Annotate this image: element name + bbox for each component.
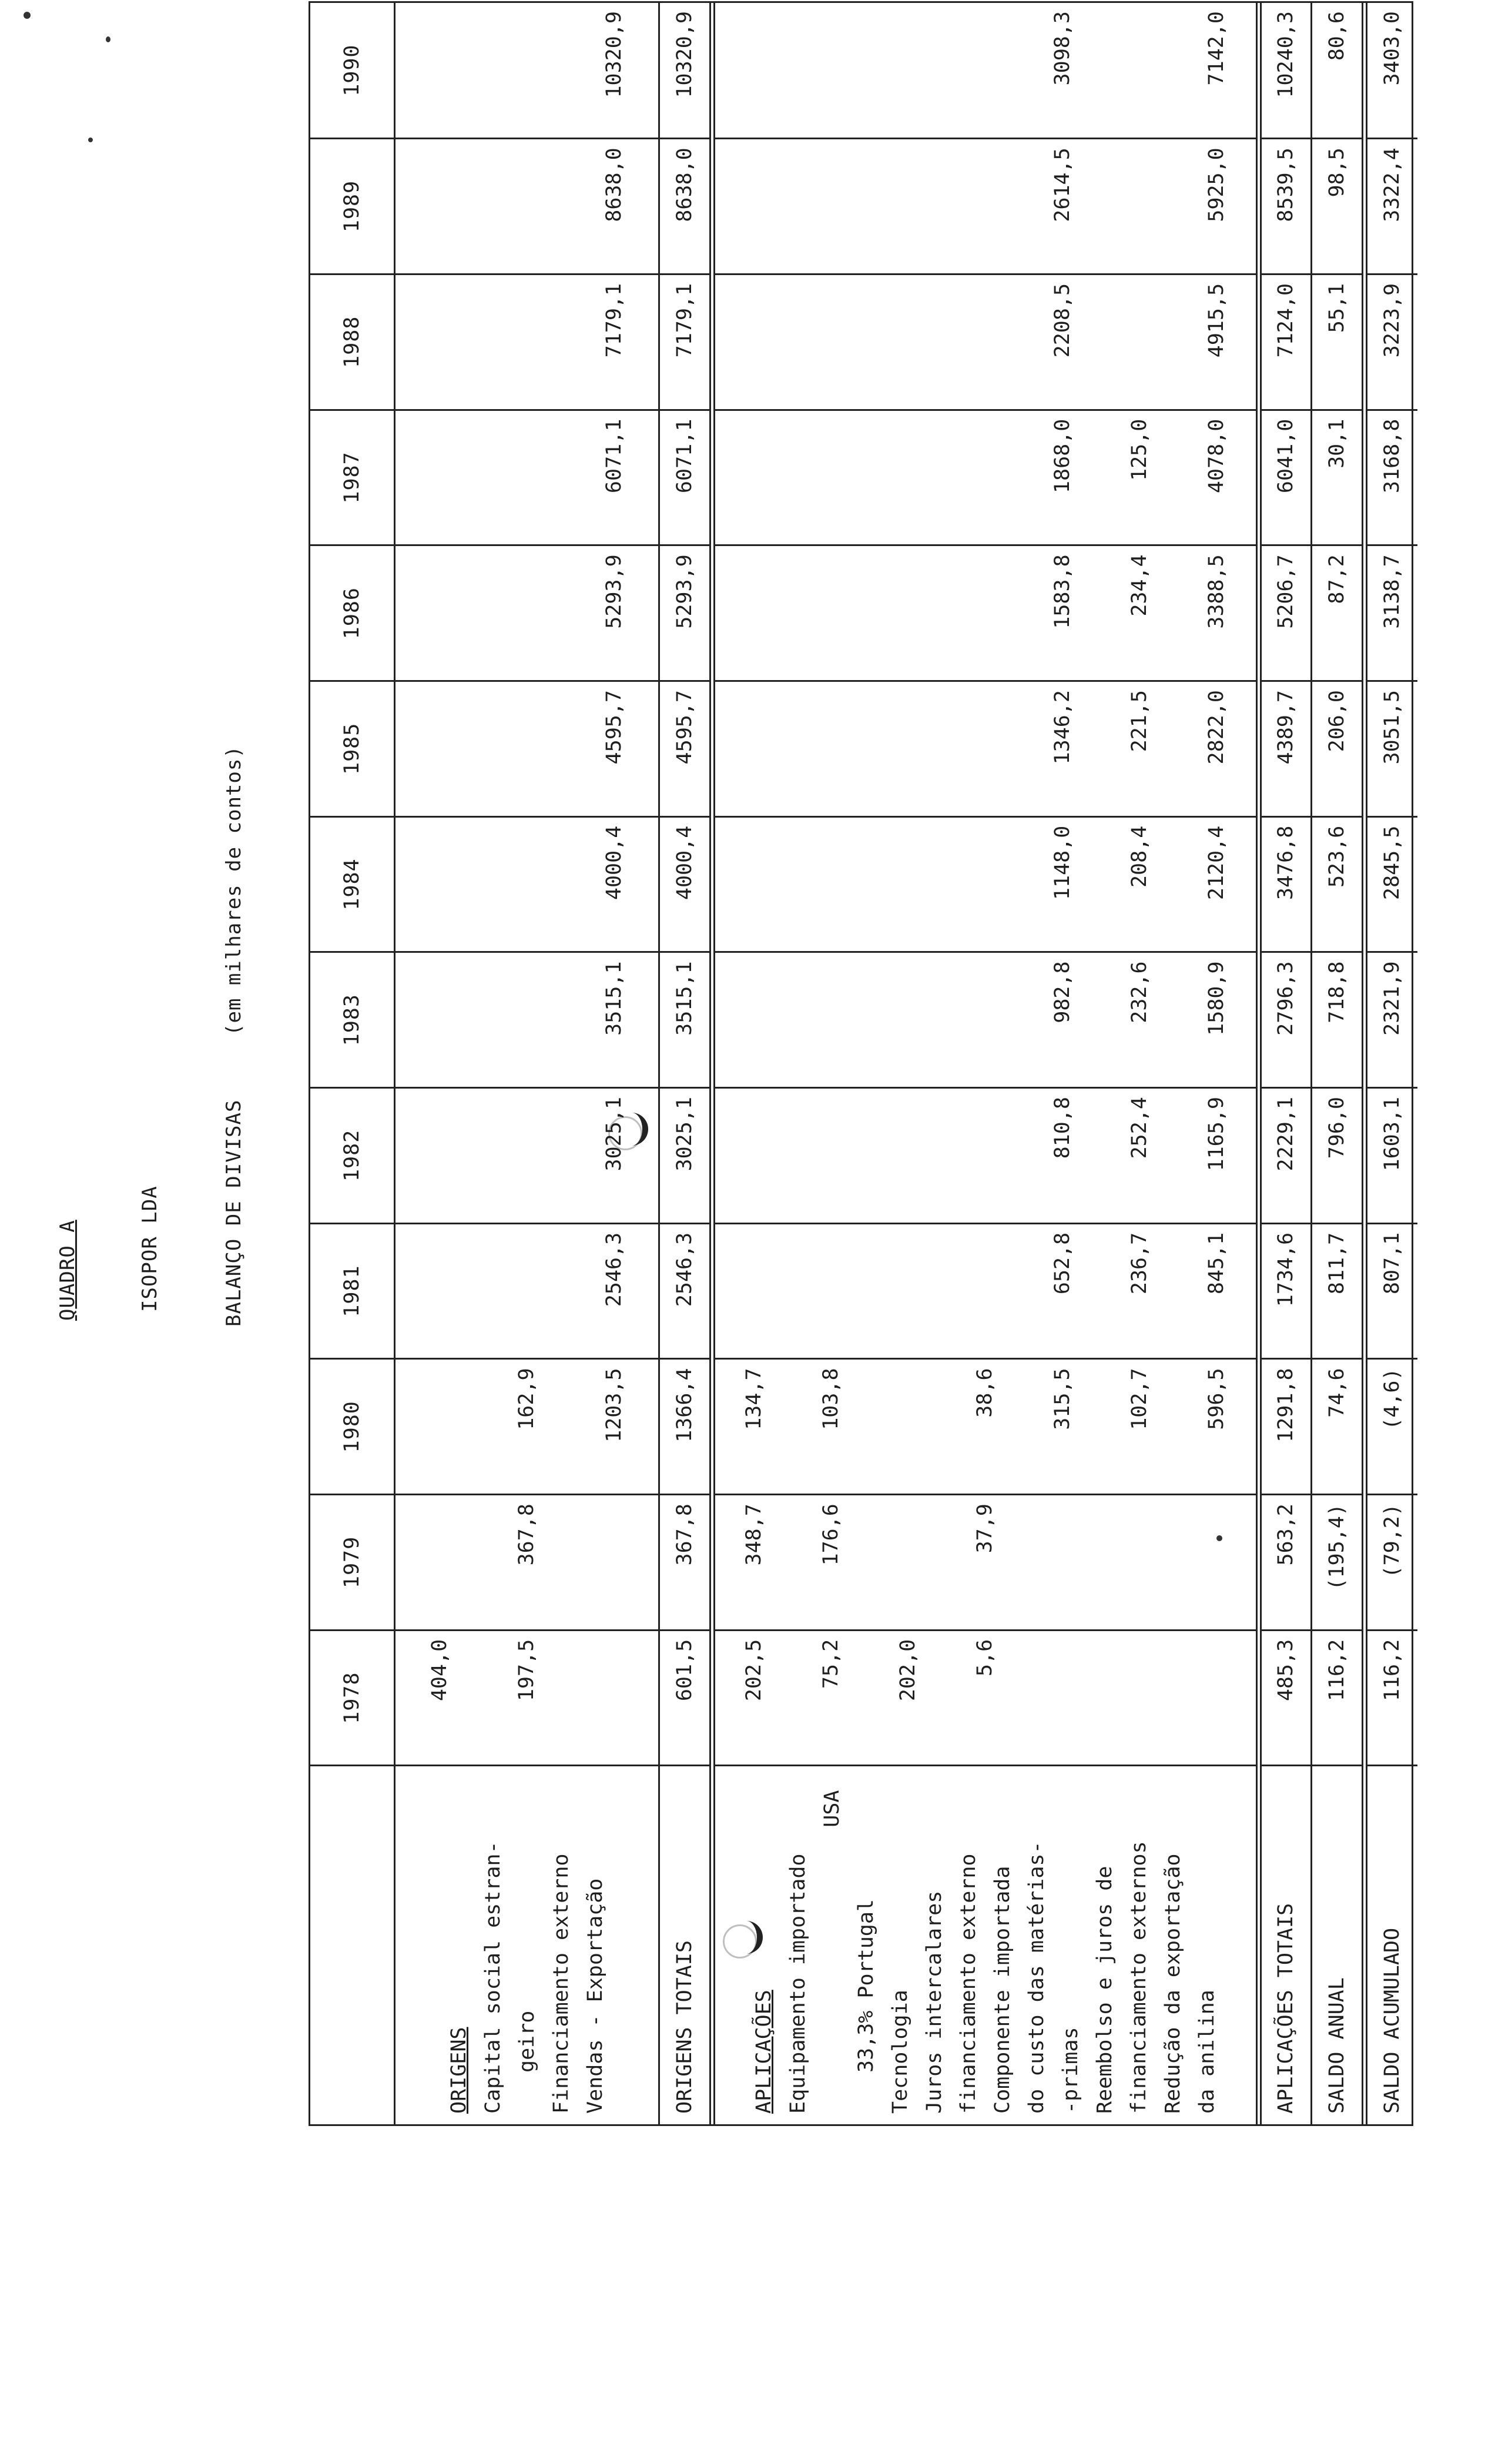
table-cell-value xyxy=(1101,1504,1178,1629)
table-cell-value xyxy=(488,1233,565,1358)
aplicacoes-section xyxy=(712,3,1259,2124)
table-cell-value: 3515,1 xyxy=(659,952,712,1088)
row-label: geiro xyxy=(515,2010,539,2073)
row-label: SALDO ACUMULADO xyxy=(1365,1766,1417,2124)
scan-speck xyxy=(106,36,110,42)
table-cell-value: 38,6 xyxy=(973,1368,997,1418)
table-cell-value: 1583,8 xyxy=(1050,554,1074,629)
table-cell-value: 5293,9 xyxy=(659,545,712,681)
row-label: 33,3% Portugal xyxy=(854,1899,878,2073)
table-cell-value xyxy=(793,1097,869,1222)
table-cell-value: 718,8 xyxy=(1312,952,1365,1088)
table-cell-value: (195,4) xyxy=(1312,1495,1365,1631)
table-cell-value xyxy=(1101,1639,1178,1765)
table-cell-value xyxy=(716,148,792,273)
table-cell-value: 7179,1 xyxy=(602,283,626,358)
table-cell-value xyxy=(576,1639,652,1765)
origens-section xyxy=(395,3,659,2124)
table-cell-value xyxy=(1101,148,1178,273)
table-cell-value xyxy=(716,11,792,137)
table-cell-value: 80,6 xyxy=(1312,3,1365,139)
row-label: USA xyxy=(820,1790,844,1827)
table-cell-value xyxy=(488,690,565,815)
table-cell-value xyxy=(870,148,946,273)
table-cell-value xyxy=(716,554,792,679)
table-cell-value: 2845,5 xyxy=(1365,816,1417,952)
table-cell-value xyxy=(1178,1504,1255,1629)
table-cell-value: 221,5 xyxy=(1127,690,1151,752)
year-header: 1981 xyxy=(310,1223,395,1359)
table-cell-value xyxy=(870,419,946,544)
balance-table xyxy=(309,1,1413,2126)
table-cell-value: 3098,3 xyxy=(1050,11,1074,86)
table-cell-value: 563,2 xyxy=(1259,1495,1312,1631)
table-cell-value: 1868,0 xyxy=(1050,419,1074,494)
table-cell-value: 202,0 xyxy=(896,1639,920,1702)
table-cell-value: 5,6 xyxy=(973,1639,997,1677)
table-cell-value: 5925,0 xyxy=(1204,148,1228,222)
table-cell-value xyxy=(401,1368,478,1493)
table-cell-value xyxy=(401,283,478,409)
table-cell-value: 3403,0 xyxy=(1365,3,1417,139)
table-cell-value xyxy=(488,961,565,1086)
table-cell-value: 3476,8 xyxy=(1259,816,1312,952)
table-cell-value: 10320,9 xyxy=(659,3,712,139)
table-cell-value: 4078,0 xyxy=(1204,419,1228,494)
table-cell-value xyxy=(401,11,478,137)
year-header: 1984 xyxy=(310,816,395,952)
table-cell-value: 102,7 xyxy=(1127,1368,1151,1430)
table-cell-value: 1148,0 xyxy=(1050,825,1074,900)
year-header: 1982 xyxy=(310,1088,395,1224)
year-header: 1979 xyxy=(310,1495,395,1631)
table-cell-value: 4595,7 xyxy=(602,690,626,765)
table-cell-value xyxy=(401,690,478,815)
table-cell-value: 367,8 xyxy=(659,1495,712,1631)
table-cell-value: 4000,4 xyxy=(659,816,712,952)
table-cell-value: 596,5 xyxy=(1204,1368,1228,1430)
year-header: 1989 xyxy=(310,139,395,274)
table-cell-value xyxy=(947,826,1023,951)
table-cell-value: 6071,1 xyxy=(659,410,712,545)
table-cell-value: 6041,0 xyxy=(1259,410,1312,545)
table-cell-value xyxy=(947,283,1023,409)
row-label: financiamento externos xyxy=(1127,1841,1151,2114)
table-cell-value xyxy=(947,961,1023,1086)
table-cell-value xyxy=(1101,283,1178,409)
saldo_acumulado-row xyxy=(1365,3,1417,2124)
table-cell-value: 116,2 xyxy=(1312,1630,1365,1766)
section-heading: APLICAÇÕES xyxy=(752,1990,776,2114)
table-cell-value: 810,8 xyxy=(1050,1097,1074,1159)
table-cell-value xyxy=(488,419,565,544)
table-cell-value xyxy=(1101,11,1178,137)
table-cell-value: 3322,4 xyxy=(1365,139,1417,274)
table-cell-value: 4389,7 xyxy=(1259,681,1312,817)
table-cell-value: 7124,0 xyxy=(1259,274,1312,410)
aplicacoes_totais-row xyxy=(1259,3,1312,2124)
table-cell-value xyxy=(870,11,946,137)
table-cell-value: 811,7 xyxy=(1312,1223,1365,1359)
table-cell-value xyxy=(947,148,1023,273)
table-cell-value: 982,8 xyxy=(1050,961,1074,1023)
table-cell-value: 315,5 xyxy=(1050,1368,1074,1430)
year-header: 1986 xyxy=(310,545,395,681)
row-label: ORIGENS TOTAIS xyxy=(659,1766,712,2124)
table-cell-value xyxy=(793,283,869,409)
table-cell-value: 6071,1 xyxy=(602,419,626,494)
year-header: 1990 xyxy=(310,3,395,139)
table-cell-value xyxy=(716,1097,792,1222)
table-cell-value: 845,1 xyxy=(1204,1232,1228,1295)
table-cell-value xyxy=(1024,1504,1101,1629)
table-cell-value: 30,1 xyxy=(1312,410,1365,545)
table-cell-value: 1734,6 xyxy=(1259,1223,1312,1359)
table-cell-value xyxy=(947,1233,1023,1358)
table-cell-value: 652,8 xyxy=(1050,1232,1074,1295)
table-cell-value xyxy=(793,1233,869,1358)
table-cell-value xyxy=(576,1504,652,1629)
row-label: Reembolso e juros de xyxy=(1092,1866,1117,2114)
table-cell-value xyxy=(870,690,946,815)
table-cell-value xyxy=(716,826,792,951)
table-cell-value: 2796,3 xyxy=(1259,952,1312,1088)
table-cell-value: 2321,9 xyxy=(1365,952,1417,1088)
table-cell-value: 75,2 xyxy=(819,1639,843,1689)
unit-note: (em milhares de contos) xyxy=(222,745,246,1036)
table-cell-value: 3515,1 xyxy=(602,961,626,1036)
table-cell-value: 5293,9 xyxy=(602,554,626,629)
row-label: Vendas - Exportação xyxy=(583,1878,607,2114)
table-cell-value xyxy=(401,826,478,951)
table-cell-value: 523,6 xyxy=(1312,816,1365,952)
saldo_anual-row xyxy=(1312,3,1365,2124)
table-cell-value xyxy=(793,690,869,815)
row-label: Redução da exportação xyxy=(1161,1853,1185,2114)
table-cell-value: 1291,8 xyxy=(1259,1359,1312,1495)
table-cell-value: 485,3 xyxy=(1259,1630,1312,1766)
table-cell-value xyxy=(488,826,565,951)
table-cell-value: 162,9 xyxy=(515,1368,539,1430)
year-header: 1978 xyxy=(310,1630,395,1766)
table-cell-value: 87,2 xyxy=(1312,545,1365,681)
table-cell-value: 232,6 xyxy=(1127,961,1151,1023)
table-cell-value: 601,5 xyxy=(659,1630,712,1766)
table-cell-value: 3138,7 xyxy=(1365,545,1417,681)
row-label: da anilina xyxy=(1195,1990,1219,2114)
table-cell-value xyxy=(1178,1639,1255,1765)
table-cell-value xyxy=(947,1097,1023,1222)
table-cell-value xyxy=(870,1233,946,1358)
year-header: 1983 xyxy=(310,952,395,1088)
document-title: QUADRO A xyxy=(56,1220,79,1321)
table-cell-value: 206,0 xyxy=(1312,681,1365,817)
table-cell-value: 3223,9 xyxy=(1365,274,1417,410)
table-cell-value xyxy=(870,1504,946,1629)
table-cell-value xyxy=(401,554,478,679)
table-cell-value xyxy=(870,554,946,679)
row-label: do custo das matérias- xyxy=(1024,1841,1048,2114)
table-cell-value: 4595,7 xyxy=(659,681,712,817)
table-cell-value xyxy=(793,554,869,679)
table-cell-value: 807,1 xyxy=(1365,1223,1417,1359)
table-cell-value xyxy=(793,11,869,137)
table-cell-value xyxy=(488,554,565,679)
table-cell-value xyxy=(793,419,869,544)
table-cell-value: 2546,3 xyxy=(602,1232,626,1307)
row-label: Juros intercalares xyxy=(922,1890,946,2114)
table-cell-value: 1203,5 xyxy=(602,1368,626,1442)
table-cell-value: 103,8 xyxy=(819,1368,843,1430)
table-cell-value: 1366,4 xyxy=(659,1359,712,1495)
row-label: Tecnologia xyxy=(888,1990,912,2114)
table-cell-value xyxy=(793,961,869,1086)
table-cell-value: 74,6 xyxy=(1312,1359,1365,1495)
row-label: financiamento externo xyxy=(956,1853,980,2114)
table-cell-value: 5206,7 xyxy=(1259,545,1312,681)
table-cell-value: 236,7 xyxy=(1127,1232,1151,1295)
company-name: ISOPOR LDA xyxy=(138,1186,162,1312)
year-header: 1985 xyxy=(310,681,395,817)
table-cell-value xyxy=(716,419,792,544)
table-cell-value: 208,4 xyxy=(1127,825,1151,888)
origens_totais-row xyxy=(659,3,712,2124)
table-cell-value: 10240,3 xyxy=(1259,3,1312,139)
row-label: SALDO ANUAL xyxy=(1312,1766,1365,2124)
table-cell-value: 202,5 xyxy=(742,1639,766,1702)
table-cell-value xyxy=(870,1368,946,1493)
year-header: 1987 xyxy=(310,410,395,545)
table-cell-value xyxy=(488,11,565,137)
table-cell-value xyxy=(488,148,565,273)
table-cell-value: 176,6 xyxy=(819,1504,843,1566)
year-header: 1980 xyxy=(310,1359,395,1495)
table-cell-value xyxy=(870,961,946,1086)
table-cell-value: 4000,4 xyxy=(602,825,626,900)
table-cell-value xyxy=(401,148,478,273)
table-cell-value: 55,1 xyxy=(1312,274,1365,410)
table-cell-value: 2229,1 xyxy=(1259,1088,1312,1224)
table-cell-value: 37,9 xyxy=(973,1504,997,1554)
table-cell-value: 367,8 xyxy=(515,1504,539,1566)
table-cell-value xyxy=(716,283,792,409)
table-cell-value: 348,7 xyxy=(742,1504,766,1566)
row-label: Equipamento importado xyxy=(786,1853,810,2114)
table-cell-value xyxy=(1024,1639,1101,1765)
table-cell-value: 252,4 xyxy=(1127,1097,1151,1159)
scan-speck xyxy=(88,138,93,142)
header-corner xyxy=(310,1766,395,2124)
year-header: 1988 xyxy=(310,274,395,410)
table-cell-value xyxy=(488,1097,565,1222)
row-label: APLICAÇÕES TOTAIS xyxy=(1259,1766,1312,2124)
table-cell-value xyxy=(870,1097,946,1222)
table-cell-value xyxy=(716,1233,792,1358)
table-cell-value: 7142,0 xyxy=(1204,11,1228,86)
table-cell-value: 3168,8 xyxy=(1365,410,1417,545)
table-cell-value xyxy=(947,554,1023,679)
table-cell-value: 1580,9 xyxy=(1204,961,1228,1036)
table-cell-value: 1603,1 xyxy=(1365,1088,1417,1224)
section-heading: ORIGENS xyxy=(447,2027,471,2114)
table-cell-value: 8539,5 xyxy=(1259,139,1312,274)
table-cell-value: 125,0 xyxy=(1127,419,1151,481)
table-cell-value: 10320,9 xyxy=(602,11,626,98)
table-cell-value xyxy=(716,961,792,1086)
table-cell-value: 2614,5 xyxy=(1050,148,1074,222)
aplicacoes-labels xyxy=(712,1766,1259,2124)
document-subtitle: BALANÇO DE DIVISAS xyxy=(222,1099,246,1327)
table-cell-value: 98,5 xyxy=(1312,139,1365,274)
table-cell-value: 1165,9 xyxy=(1204,1097,1228,1171)
table-cell-value xyxy=(793,826,869,951)
table-cell-value xyxy=(716,690,792,815)
table-cell-value xyxy=(947,690,1023,815)
table-cell-value: 2120,4 xyxy=(1204,825,1228,900)
table-cell-value xyxy=(793,148,869,273)
year-header-row xyxy=(310,3,395,2124)
table-cell-value: 4915,5 xyxy=(1204,283,1228,358)
table-cell-value: (4,6) xyxy=(1365,1359,1417,1495)
table-cell-value xyxy=(947,419,1023,544)
table-cell-value xyxy=(488,283,565,409)
table-cell-value: (79,2) xyxy=(1365,1495,1417,1631)
table-cell-value: 796,0 xyxy=(1312,1088,1365,1224)
table-cell-value: 3025,1 xyxy=(602,1097,626,1171)
scan-speck xyxy=(24,12,31,19)
table-cell-value xyxy=(401,961,478,1086)
table-cell-value xyxy=(401,419,478,544)
table-cell-value: 8638,0 xyxy=(659,139,712,274)
origens-labels xyxy=(395,1766,659,2124)
table-cell-value: 2546,3 xyxy=(659,1223,712,1359)
table-cell-value: 2208,5 xyxy=(1050,283,1074,358)
row-label: Capital social estran- xyxy=(481,1841,505,2114)
table-cell-value xyxy=(870,826,946,951)
table-cell-value xyxy=(401,1097,478,1222)
table-cell-value: 2822,0 xyxy=(1204,690,1228,765)
table-cell-value: 3051,5 xyxy=(1365,681,1417,817)
table-cell-value: 1346,2 xyxy=(1050,690,1074,765)
table-cell-value: 7179,1 xyxy=(659,274,712,410)
table-cell-value: 3025,1 xyxy=(659,1088,712,1224)
table-cell-value: 234,4 xyxy=(1127,554,1151,617)
row-label: -primas xyxy=(1058,2027,1082,2114)
table-cell-value: 197,5 xyxy=(515,1639,539,1702)
table-cell-value: 8638,0 xyxy=(602,148,626,222)
row-label: Componente importada xyxy=(990,1866,1014,2114)
table-cell-value: 404,0 xyxy=(428,1639,452,1702)
table-cell-value: 3388,5 xyxy=(1204,554,1228,629)
table-cell-value xyxy=(947,11,1023,137)
table-cell-value: 116,2 xyxy=(1365,1630,1417,1766)
table-cell-value: 134,7 xyxy=(742,1368,766,1430)
table-cell-value xyxy=(870,283,946,409)
row-label: Financiamento externo xyxy=(549,1853,573,2114)
table-cell-value xyxy=(401,1504,478,1629)
table-cell-value xyxy=(401,1233,478,1358)
